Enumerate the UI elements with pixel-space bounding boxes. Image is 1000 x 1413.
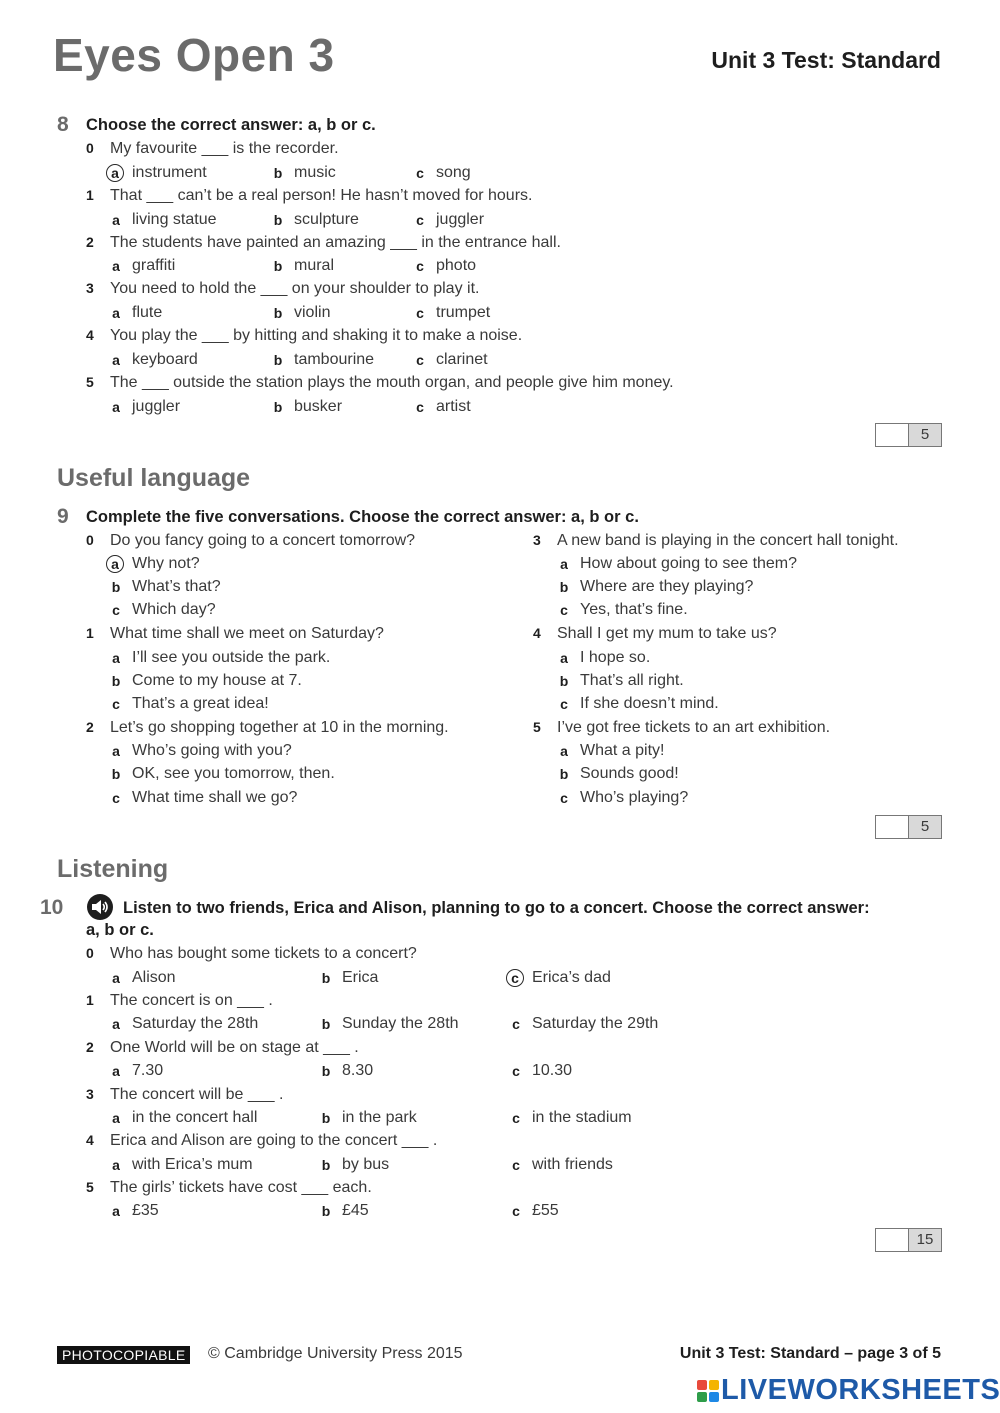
ex9-score-box bbox=[875, 815, 941, 839]
answer-circle-icon: c bbox=[506, 969, 524, 987]
ex8-score-box bbox=[875, 423, 941, 447]
section-title-listening: Listening bbox=[57, 855, 169, 883]
score-input[interactable] bbox=[875, 815, 910, 839]
score-total: 15 bbox=[908, 1228, 942, 1252]
answer-circle-icon: a bbox=[106, 555, 124, 573]
exercise-10-number: 10 bbox=[40, 896, 64, 919]
speaker-icon[interactable] bbox=[87, 894, 113, 920]
liveworksheets-logo-icon bbox=[697, 1380, 719, 1402]
score-total: 5 bbox=[908, 423, 942, 447]
book-title: Eyes Open 3 bbox=[53, 29, 335, 81]
test-title: Unit 3 Test: Standard bbox=[711, 47, 941, 73]
section-title-useful-language: Useful language bbox=[57, 464, 251, 492]
exercise-10-instruction: Listen to two friends, Erica and Alison, planning to go to a concert. Choose the correct answer: bbox=[123, 899, 870, 917]
exercise-8-number: 8 bbox=[57, 113, 69, 136]
photocopiable-badge: PHOTOCOPIABLE bbox=[57, 1346, 190, 1364]
worksheet-page: Eyes Open 3 Unit 3 Test: Standard 8 Choose the correct answer: a, b or c. 0 My favourite ___ is the recorder. a instrument b music c song 1 That ___ can’t be a real person! He hasn’t moved for hours. a living statue b sculpture c juggler 2 The students have painted an amazing ___ in the entrance hall. a graffiti b mural c photo 3 You need to hold the ___ on your shoulder to play it. a flute b violin c trumpet 4 You play the ___ by hitting and shaking it to make a noise. a keyboard b tambourine c clarinet 5 The ___ outside the station plays the mouth organ, and people give him money. a juggler b busker c artist 5 Useful language 9 Complete the five conversations. Choose the correct answer: a, b or c. 0 Do you fancy going to a concert tomorrow? a Why not? b What’s that? c Which day? 1 What time shall we meet on Saturday? a I’ll see you outside the park. b Come to my house at 7. c That’s a great idea! 2 Let’s go shopping together at 10 in the morning. a Who’s going with you? b OK, see you tomorrow, then. c What time shall we go? 3 A new band is playing in the concert hall tonight. a How about going to see them? b Where are they playing? c Yes, that’s fine. 4 Shall I get my mum to take us? a I hope so. b That’s all right. c If she doesn’t mind. 5 I’ve got free tickets to an art exhibition. a What a pity! b Sounds good! c Who’s playing? 5 Listening 10 Listen to two friends, Erica and Alison, planning to go to a concert. Choose the correct answer: a, b or c. 0 Who has bought some tickets to a concert? a Alison b Erica c Erica’s dad 1 The concert is on ___ . a Saturday the 28th b Sunday the 28th c Saturday the 29th 2 One World will be on stage at ___ . a 7.30 b 8.30 c 10.30 3 The concert will be ___ . a in the concert hall b in the park c in the stadium 4 Erica and Alison are going to the concert ___ . a with Erica’s mum b by bus c with friends 5 The girls’ tickets have cost ___ each. a £35 b £45 c £55 15 PHOTOCOPIABLE © Cambridge University Press 2015 Unit 3 Test: Standard – page 3 of 5 LIVEWORKSHEETS bbox=[40, 29, 1000, 1406]
exercise-9-instruction: Complete the five conversations. Choose the correct answer: a, b or c. bbox=[86, 508, 639, 526]
score-input[interactable] bbox=[875, 1228, 910, 1252]
page-indicator: Unit 3 Test: Standard – page 3 of 5 bbox=[679, 1345, 941, 1362]
ex10-score-box bbox=[875, 1228, 941, 1252]
exercise-8-instruction: Choose the correct answer: a, b or c. bbox=[86, 116, 376, 134]
copyright-notice: © Cambridge University Press 2015 bbox=[208, 1345, 463, 1362]
answer-circle-icon: a bbox=[106, 164, 124, 182]
exercise-10-instruction-cont: a, b or c. bbox=[86, 921, 154, 939]
score-total: 5 bbox=[908, 815, 942, 839]
exercise-9-number: 9 bbox=[57, 505, 69, 528]
score-input[interactable] bbox=[875, 423, 910, 447]
liveworksheets-wordmark: LIVEWORKSHEETS bbox=[721, 1374, 1000, 1406]
